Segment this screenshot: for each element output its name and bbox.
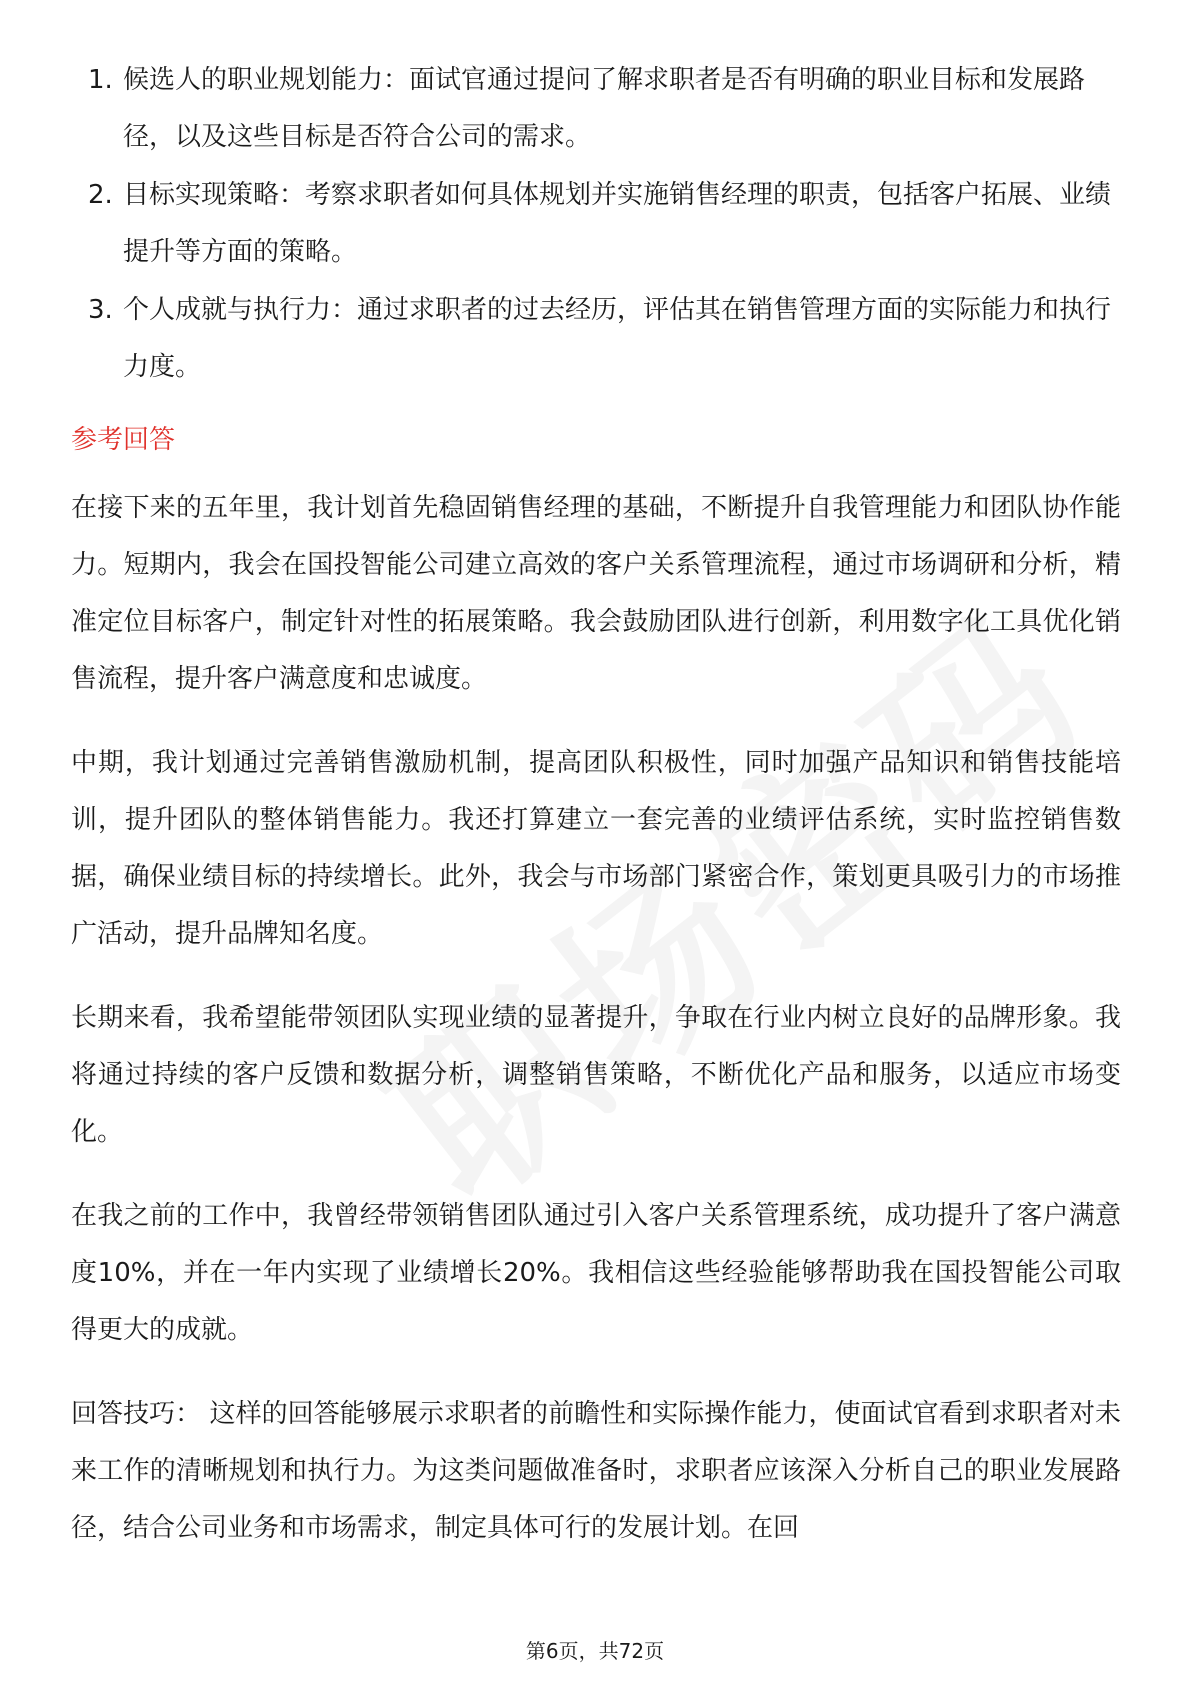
criteria-list bbox=[71, 52, 1121, 396]
list-item bbox=[71, 167, 1121, 281]
page-number-footer: 第6页，共72页 bbox=[525, 1639, 665, 1663]
list-item bbox=[71, 282, 1121, 396]
answer-paragraph: 中期，我计划通过完善销售激励机制，提高团队积极性，同时加强产品知识和销售技能培训，提升团队的整体销售能力。我还打算建立一套完善的业绩评估系统，实时监控销售数据，确保业绩目标的持续增长。此外，我会与市场部门紧密合作，策划更具吸引力的市场推广活动，提升品牌知名度。 bbox=[71, 748, 1121, 949]
list-item-text: 候选人的职业规划能力：面试官通过提问了解求职者是否有明确的职业目标和发展路径，以及这些目标是否符合公司的需求。 bbox=[123, 65, 1086, 152]
answer-tips-paragraph: 回答技巧： 这样的回答能够展示求职者的前瞻性和实际操作能力，使面试官看到求职者对未来工作的清晰规划和执行力。为这类问题做准备时，求职者应该深入分析自己的职业发展路径，结合公司业务和市场需求，制定具体可行的发展计划。在回 bbox=[71, 1399, 1121, 1543]
section-title-reference-answer: 参考回答 bbox=[71, 425, 176, 455]
answer-paragraph: 在接下来的五年里，我计划首先稳固销售经理的基础，不断提升自我管理能力和团队协作能力。短期内，我会在国投智能公司建立高效的客户关系管理流程，通过市场调研和分析，精准定位目标客户，制定针对性的拓展策略。我会鼓励团队进行创新，利用数字化工具优化销售流程，提升客户满意度和忠诚度。 bbox=[71, 493, 1121, 694]
page-content bbox=[71, 52, 1121, 1584]
list-item-number: 1. bbox=[88, 65, 113, 95]
list-item-text: 目标实现策略：考察求职者如何具体规划并实施销售经理的职责，包括客户拓展、业绩提升等方面的策略。 bbox=[123, 180, 1112, 267]
list-item-number: 3. bbox=[88, 295, 113, 325]
answer-paragraph: 在我之前的工作中，我曾经带领销售团队通过引入客户关系管理系统，成功提升了客户满意度10%，并在一年内实现了业绩增长20%。我相信这些经验能够帮助我在国投智能公司取得更大的成就。 bbox=[71, 1201, 1121, 1345]
answer-paragraph: 长期来看，我希望能带领团队实现业绩的显著提升，争取在行业内树立良好的品牌形象。我将通过持续的客户反馈和数据分析，调整销售策略，不断优化产品和服务，以适应市场变化。 bbox=[71, 1003, 1121, 1147]
list-item-text: 个人成就与执行力：通过求职者的过去经历，评估其在销售管理方面的实际能力和执行力度。 bbox=[123, 295, 1112, 382]
list-item bbox=[71, 52, 1121, 166]
list-item-number: 2. bbox=[88, 180, 113, 210]
